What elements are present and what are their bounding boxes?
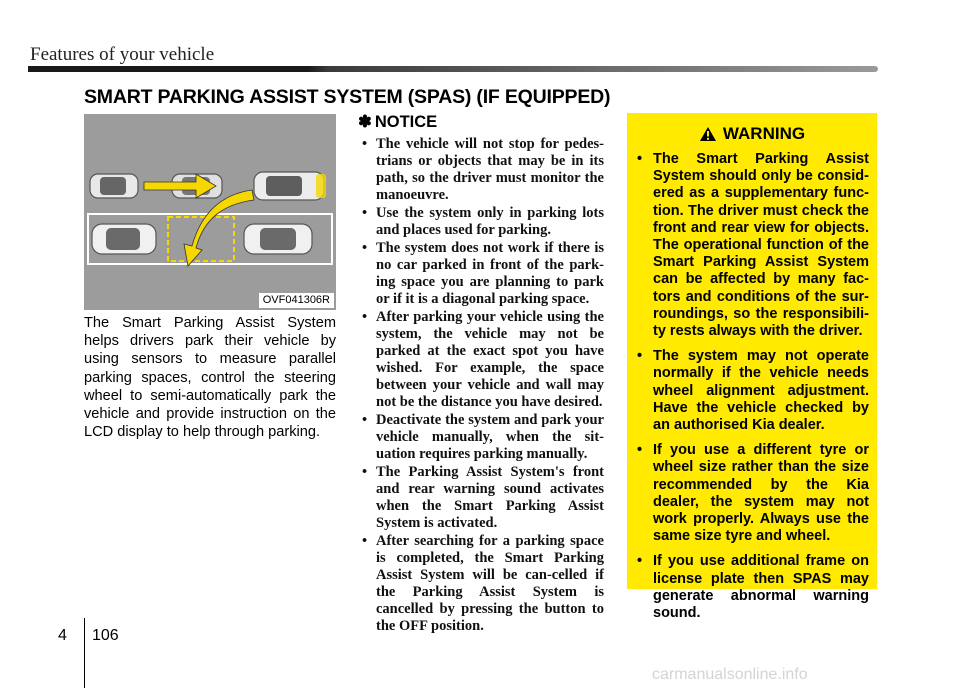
parked-car-right [244,224,312,254]
list-item [356,464,604,532]
list-item [635,348,869,434]
list-item [635,553,869,622]
notice-item-text: After parking your vehicle using the system, the vehicle may not be parked at the exact spot you have wished. For example, the space between your vehicle and wall may not be the distance you have desired. [376,309,604,410]
bullet-icon: • [362,533,368,549]
warning-item-text: If you use additional frame on license plate then SPAS may generate abnormal warning sound. [653,553,869,622]
notice-symbol-icon: ✽ [358,113,372,131]
watermark-text: carmanualsonline.info [652,666,808,683]
intro-paragraph: The Smart Parking Assist System helps drivers park their vehicle by using sensors to measure parallel parking spaces, control the steering wheel to semi-automatically park the vehicle and provide instruction on the LCD display to help through parking. [84,315,336,441]
warning-triangle-icon [699,126,717,142]
bullet-icon: • [362,309,368,325]
parking-illustration [84,114,336,310]
warning-list [635,151,869,622]
bullet-icon: • [362,464,368,480]
bullet-icon: • [637,442,643,459]
header-rule [28,66,878,72]
chapter-number: 4 [58,627,67,644]
notice-item-text: The vehicle will not stop for pedes-trians or objects that may be in its path, so the driver must monitor the manoeuvre. [376,136,604,203]
notice-title: NOTICE [374,113,438,131]
notice-list [356,136,604,635]
bullet-icon: • [637,553,643,570]
parking-diagram [84,114,336,310]
list-item [356,309,604,411]
bullet-icon: • [362,412,368,428]
warning-item-text: The system may not operate normally if the vehicle needs wheel alignment adjustment. Have the vehicle checked by an authorised Kia dealer. [653,348,869,434]
list-item [635,151,869,340]
notice-item-text: Use the system only in parking lots and places used for parking. [376,205,604,238]
list-item [356,205,604,239]
list-item [356,240,604,308]
list-item [356,136,604,204]
warning-title: WARNING [722,124,806,143]
notice-item-text: The Parking Assist System's front and rear warning sound activates when the Smart Parking Assist System is activated. [376,464,604,531]
figure-code: OVF041306R [259,293,334,308]
bullet-icon: • [637,348,643,365]
notice-item-text: Deactivate the system and park your vehicle manually, when the sit-uation requires parking manually. [376,412,604,462]
bullet-icon: • [362,136,368,152]
bullet-icon: • [637,151,643,167]
notice-item-text: After searching for a parking space is completed, the Smart Parking Assist System will be can-celled if the Parking Assist System is cancelled by pressing the button to the OFF position. [376,533,604,634]
warning-box [627,113,877,622]
bullet-icon: • [362,240,368,256]
notice-item-text: The system does not work if there is no car parked in front of the park-ing space you are planning to park or if it is a diagonal parking space. [376,240,604,307]
warning-heading [635,123,869,145]
warning-item-text: If you use a different tyre or wheel size rather than the size recommended by the Kia dealer, the system may not work properly. Always use the same size tyre and wheel. [653,442,869,545]
footer-divider [84,618,85,688]
parked-car-left [92,224,156,254]
list-item [356,533,604,635]
list-item [635,442,869,545]
bullet-icon: • [362,205,368,221]
header-title: Features of your vehicle [30,44,215,65]
notice-block [356,112,604,636]
page-number: 106 [92,627,119,644]
notice-heading [358,112,604,136]
top-right-car [254,172,326,200]
warning-item-text: The Smart Parking Assist System should only be consid-ered as a supplementary func-tion. The driver must check the front and rear view for objects. The operational function of the Smart Parking Assist System can be affected by many fac-tors and conditions of the sur-roundings, so the responsibili-ty rests always with the driver. [653,151,869,340]
section-title: SMART PARKING ASSIST SYSTEM (SPAS) (IF EQUIPPED) [84,86,611,108]
list-item [356,412,604,463]
